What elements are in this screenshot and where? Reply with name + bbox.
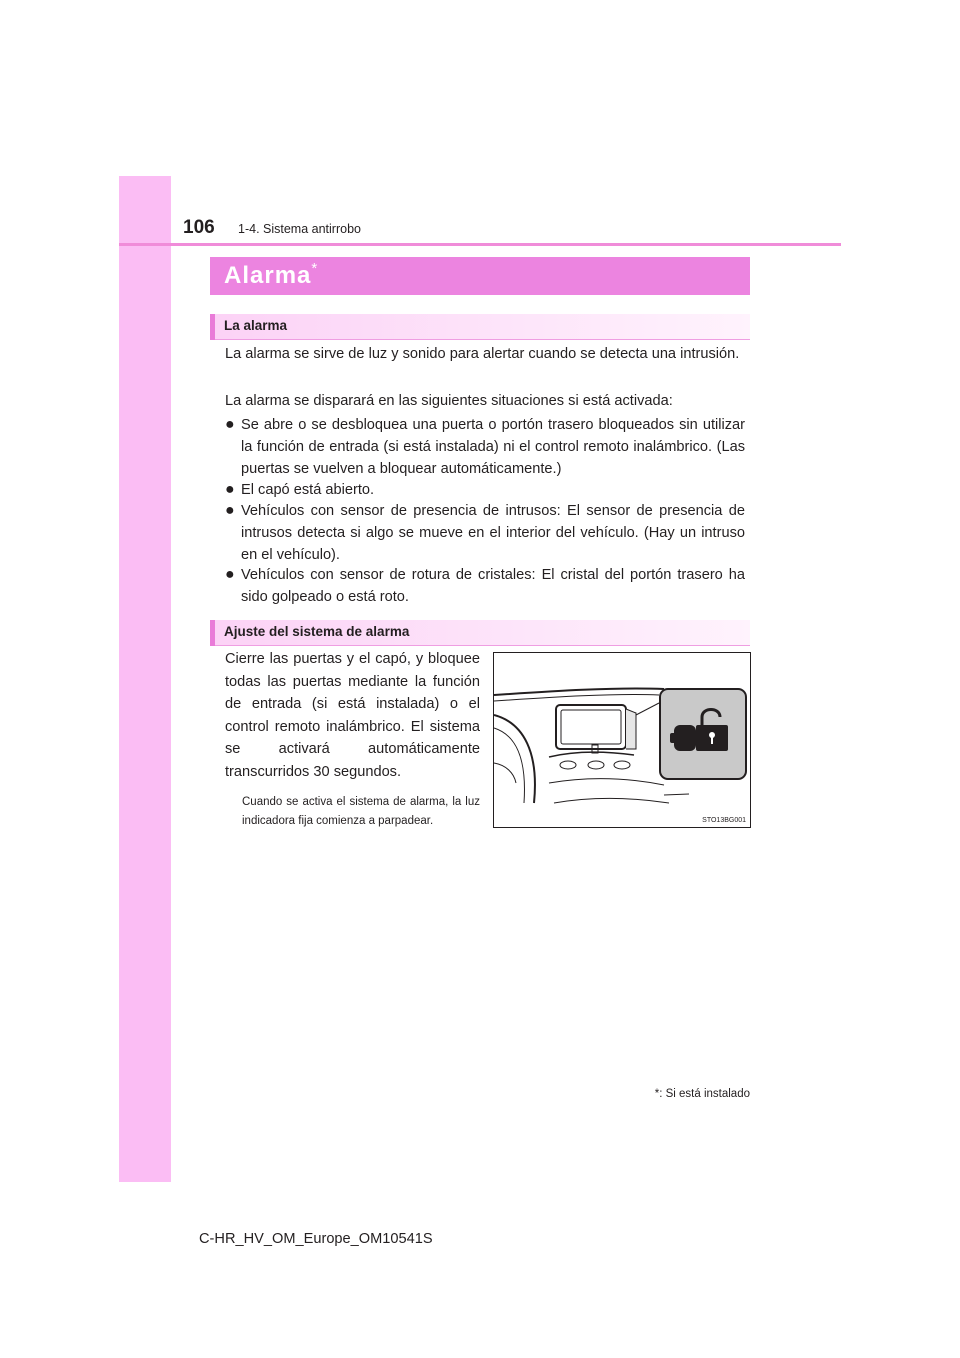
lead-paragraph: La alarma se disparará en las siguientes situaciones si está activada: [225, 393, 673, 409]
setup-paragraph: Cierre las puertas y el capó, y bloquee todas las puertas mediante la función de entrada (si está instalada) o el control remoto inalámbrico. El sistema se activará automáticamente transcurridos 30 segundos. [225, 651, 480, 780]
bullet-item [225, 500, 745, 566]
intro-paragraph: La alarma se sirve de luz y sonido para alertar cuando se detecta una intrusión. [225, 346, 740, 362]
bullet-item [225, 479, 745, 501]
bullet-text: El capó está abierto. [241, 482, 375, 498]
section-heading-label: La alarma [224, 318, 288, 333]
bullet-dot: ● [225, 416, 235, 433]
footnote-asterisk: * [654, 1088, 660, 1100]
footnote-text: : Si está instalado [659, 1088, 750, 1100]
figure-code: STO13BG001 [702, 817, 746, 824]
page-title-text: Alarma [224, 262, 312, 289]
footnote [655, 1088, 750, 1100]
heading-accent [210, 314, 215, 340]
bullet-dot: ● [225, 481, 235, 498]
bullet-text: Vehículos con sensor de presencia de intrusos: El sensor de presencia de intrusos detecta si algo se mueve en el interior del vehículo. (Hay un intruso en el vehículo). [241, 503, 745, 563]
section-heading-ajuste [210, 620, 750, 646]
section-heading-la-alarma [210, 314, 750, 340]
bullet-text: Vehículos con sensor de rotura de cristales: El cristal del portón trasero ha sido golpeado o está roto. [241, 567, 745, 605]
note-paragraph: Cuando se activa el sistema de alarma, la luz indicadora fija comienza a parpadear. [242, 796, 480, 827]
page-number: 106 [183, 217, 215, 238]
bullet-dot: ● [225, 566, 235, 583]
bullet-text: Se abre o se desbloquea una puerta o portón trasero bloqueados sin utilizar la función de entrada (si está instalada) ni el control remoto inalámbrico. (Las puertas se vuelven a bloquear automáticamente.) [241, 417, 745, 477]
dashboard-drawing [494, 653, 750, 827]
heading-accent [210, 620, 215, 646]
header-rule [119, 243, 841, 246]
title-bar [210, 257, 750, 295]
footer-code: C-HR_HV_OM_Europe_OM10541S [199, 1231, 433, 1247]
page-title [224, 260, 319, 290]
side-band [119, 176, 171, 1182]
dashboard-illustration [493, 652, 751, 828]
bullet-item [225, 414, 745, 480]
title-asterisk: * [311, 260, 319, 277]
section-heading-label: Ajuste del sistema de alarma [224, 624, 410, 639]
section-reference: 1-4. Sistema antirrobo [238, 222, 361, 236]
bullet-dot: ● [225, 502, 235, 519]
bullet-item [225, 564, 745, 608]
